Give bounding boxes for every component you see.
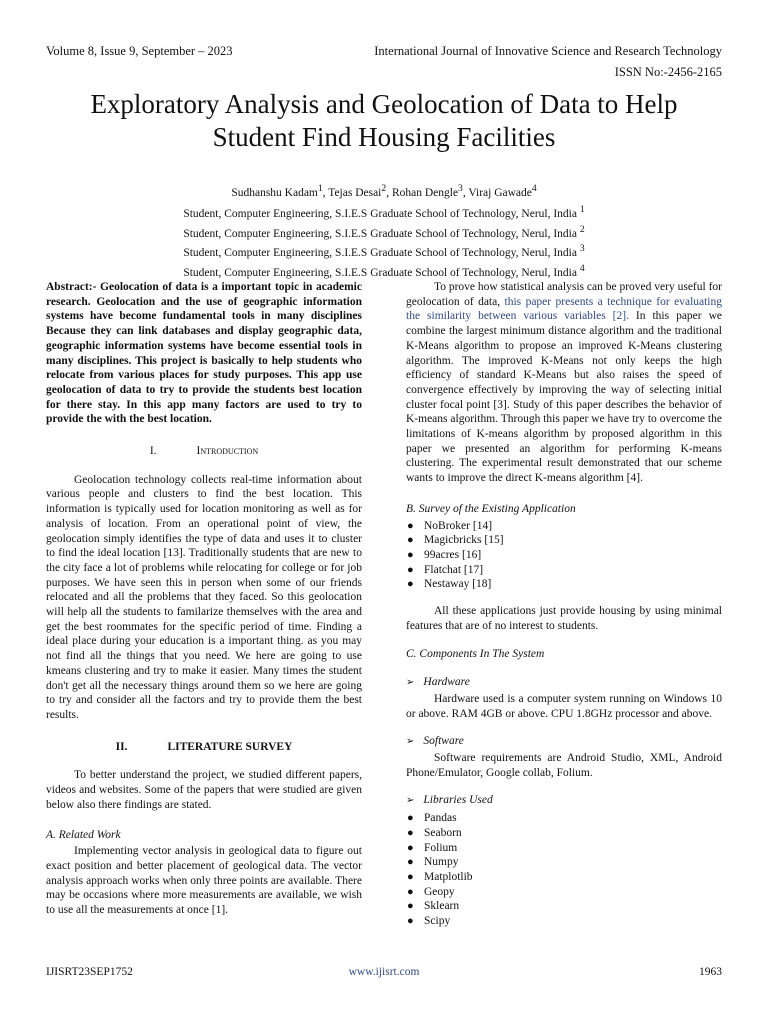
list-item (406, 826, 722, 841)
list-item (406, 811, 722, 826)
subsection-components: C. Components In The System (406, 648, 545, 661)
page-number: 1963 (699, 966, 722, 978)
author-names (40, 181, 728, 201)
app-name: Nestaway [18] (424, 578, 492, 591)
bullet-icon: ● (407, 578, 414, 591)
affiliation-text: Student, Computer Engineering, S.I.E.S Graduate School of Technology, Nerul, India (183, 267, 577, 280)
title-line-1: Exploratory Analysis and Geolocation of Data to Help (90, 89, 678, 119)
right-paragraph (406, 280, 722, 486)
paper-title (30, 88, 738, 154)
list-item (406, 855, 722, 870)
apps-list (406, 519, 722, 593)
library-name: Scipy (424, 915, 451, 928)
issn: ISSN No:-2456-2165 (614, 65, 722, 79)
section-introduction-heading (46, 444, 362, 459)
reference-link[interactable]: this paper presents a technique for evaluating the similarity between various variables [2]. (406, 295, 723, 323)
libraries-heading (406, 793, 722, 809)
author-2-sup: 2 (381, 183, 387, 194)
list-item (406, 885, 722, 900)
bullet-icon: ● (407, 812, 414, 825)
journal-name: International Journal of Innovative Science and Research Technology (374, 44, 722, 58)
author-3-sup: 3 (458, 183, 463, 194)
hardware-label: Hardware (423, 676, 470, 689)
app-name: 99acres [16] (424, 548, 482, 561)
author-1: Sudhanshu Kadam (231, 186, 318, 199)
library-name: Sklearn (424, 900, 460, 913)
affiliation-text: Student, Computer Engineering, S.I.E.S Graduate School of Technology, Nerul, India (183, 207, 577, 220)
subsection-existing-apps: B. Survey of the Existing Application (406, 502, 576, 515)
section-number: I. (149, 445, 157, 458)
list-item (406, 548, 722, 563)
author-block (40, 181, 728, 281)
subsection-related-work: A. Related Work (46, 828, 121, 841)
author-4-sup: 4 (531, 183, 537, 194)
section-title: Introduction (196, 445, 259, 458)
bullet-icon: ● (407, 519, 414, 532)
author-2: Tejas Desai (328, 186, 382, 199)
author-sep: , (462, 186, 469, 199)
right-paragraph-rest: In this paper we combine the largest minimum distance algorithm and the traditional K-Means algorithm to propose an improved K-Means clustering algorithm. The improved K-Means not only keeps the high efficiency of standard K-Means but also raises the speed of convergence effectively by improving the way of selecting initial cluster focal point [3]. Study of this paper describes the behavior of K-means algorithm. Through this paper we have try to overcome the limitations of K-means algorithm by proposed algorithm in this paper we presented an algorithm for performing K-means clustering. The experimental result demonstrated that our scheme wants to improve the direct K-means algorithm [4]. (406, 310, 722, 485)
affiliation-sup: 4 (579, 263, 585, 275)
affiliation-text: Student, Computer Engineering, S.I.E.S Graduate School of Technology, Nerul, India (183, 227, 577, 240)
hardware-paragraph: Hardware used is a computer system running on Windows 10 or above. RAM 4GB or above. CPU 1.8GHz processor and above. (406, 692, 722, 720)
bullet-icon: ● (407, 915, 414, 928)
volume-info: Volume 8, Issue 9, September – 2023 (46, 44, 233, 58)
author-4: Viraj Gawade (468, 186, 532, 199)
libraries-label: Libraries Used (423, 794, 493, 807)
arrow-icon: ➢ (406, 795, 415, 807)
abstract: Abstract:- Geolocation of data is a important topic in academic research. Geolocation and the use of geographic information systems have become fundamental tools in many disciplines Because they can link databases and display geographic data, geographic information systems have become essential tools in many disciplines. This project is basically to help students who relocate from various places for study purposes. This app use geolocation of data to try to provide the students best location for there stay. In this app many factors are used to try to provide the with the best location. (46, 281, 362, 426)
affiliation-4 (40, 261, 728, 281)
app-name: Flatchat [17] (424, 563, 484, 576)
affiliation-sup: 2 (579, 223, 585, 235)
list-item (406, 533, 722, 548)
software-label: Software (423, 735, 464, 748)
app-name: Magicbricks [15] (424, 534, 504, 547)
bullet-icon: ● (407, 856, 414, 869)
list-item (406, 563, 722, 578)
author-1-sup: 1 (317, 183, 323, 194)
software-paragraph: Software requirements are Android Studio, XML, Android Phone/Emulator, Google collab, Folium. (406, 751, 722, 779)
section-title: LITERATURE SURVEY (167, 740, 293, 753)
arrow-icon: ➢ (406, 736, 415, 748)
bullet-icon: ● (407, 826, 414, 839)
app-name: NoBroker [14] (424, 519, 493, 532)
list-item (406, 577, 722, 592)
list-item (406, 899, 722, 914)
author-sep: , (386, 186, 392, 199)
article-code: IJISRT23SEP1752 (46, 966, 133, 978)
library-name: Matplotlib (424, 870, 473, 883)
section-literature-heading (46, 740, 362, 755)
affiliation-3 (40, 241, 728, 261)
list-item (406, 870, 722, 885)
introduction-paragraph: Geolocation technology collects real-time information about various people and clusters to find the best location. This information is typically used for location monitoring as well as for analysis of location. From an operational point of view, the geolocation simply identifies the type of data and uses it to cluster to find the ideal location [13]. Traditionally students that are new to the city face a lot of problems while relocating for college or for job purposes. We have seen this in person when some of our friends relocated and all the problems that they faced. So this geolocation will help all the students to familarize themselves with the area and get the best roommates for the specific period of time. Finding a ideal place during your education is a important thing. as you may not find all the things that you need. We here are going to use kmeans clustering and try to make it easier. Many times the student don't get all the necessary things around them so we here are going to try and consider all the factors and try to provide them the best results. (46, 473, 362, 721)
affiliation-2 (40, 222, 728, 242)
related-work-paragraph: Implementing vector analysis in geological data to figure out exact position and better placement of geological data. The vector analysis approach works when only three points are available. There may be occasions where more measurements are available, we wish to use all the measurements at once [1]. (46, 845, 362, 917)
library-name: Geopy (424, 885, 455, 898)
bullet-icon: ● (407, 885, 414, 898)
hardware-heading (406, 675, 722, 691)
right-column (406, 280, 722, 929)
right-paragraph-start: To prove how statistical analysis can be proved very useful for geolocation of data, (406, 281, 722, 308)
library-name: Folium (424, 841, 458, 854)
bullet-icon: ● (407, 548, 414, 561)
left-column (46, 280, 362, 918)
library-name: Seaborn (424, 826, 462, 839)
affiliation-sup: 3 (579, 243, 585, 255)
bullet-icon: ● (407, 870, 414, 883)
software-heading (406, 734, 722, 750)
bullet-icon: ● (407, 534, 414, 547)
bullet-icon: ● (407, 841, 414, 854)
arrow-icon: ➢ (406, 677, 415, 689)
survey-intro-paragraph: To better understand the project, we studied different papers, videos and websites. Some of the papers that were studied are given below also there findings are stated. (46, 769, 362, 811)
library-name: Pandas (424, 812, 457, 825)
affiliation-sup: 1 (579, 203, 585, 215)
journal-website-link[interactable]: www.ijisrt.com (348, 966, 420, 978)
section-number: II. (115, 740, 128, 753)
bullet-icon: ● (407, 900, 414, 913)
list-item (406, 519, 722, 534)
author-sep: , (322, 186, 329, 199)
bullet-icon: ● (407, 563, 414, 576)
affiliation-1 (40, 202, 728, 222)
title-line-2: Student Find Housing Facilities (212, 122, 556, 152)
author-3: Rohan Dengle (391, 186, 459, 199)
list-item (406, 914, 722, 929)
libraries-list (406, 811, 722, 929)
library-name: Numpy (424, 856, 459, 869)
apps-note-paragraph: All these applications just provide housing by using minimal features that are of no interest to students. (406, 605, 722, 632)
affiliation-text: Student, Computer Engineering, S.I.E.S Graduate School of Technology, Nerul, India (183, 247, 577, 260)
list-item (406, 841, 722, 856)
